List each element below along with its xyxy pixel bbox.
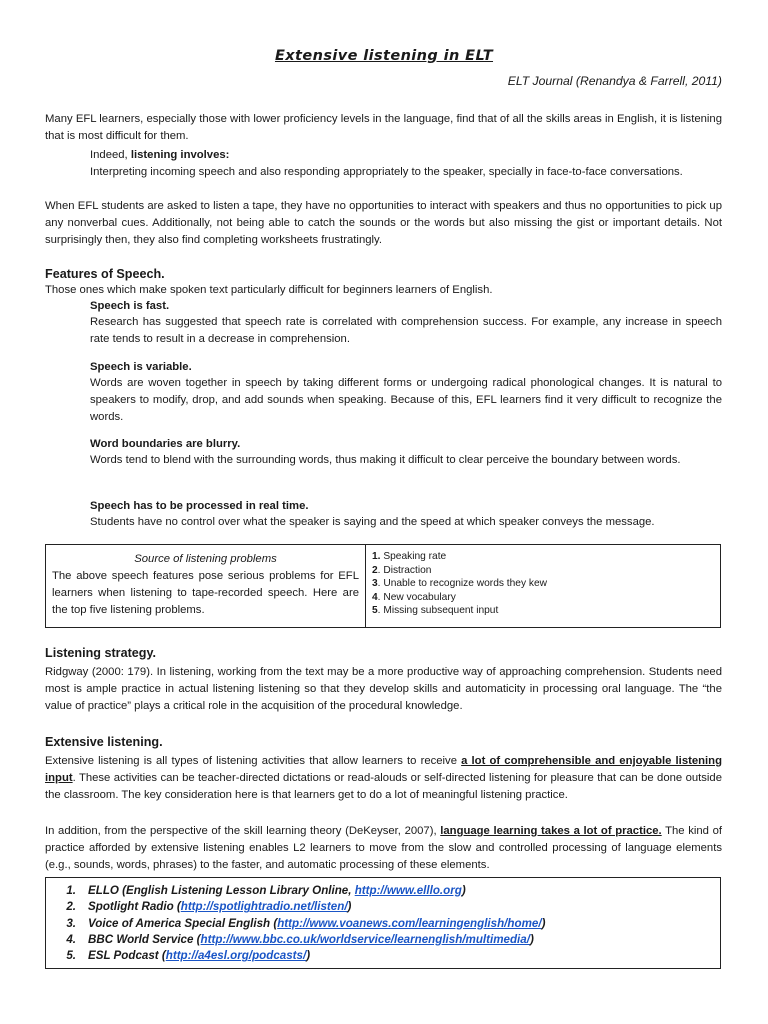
list-item: 5. ESL Podcast (http://a4esl.org/podcasts/) <box>66 949 311 963</box>
interpreting-paragraph: Interpreting incoming speech and also responding appropriately to the speaker, specially in face-to-face conversations. <box>90 166 683 178</box>
list-item: 5. Missing subsequent input <box>372 605 499 616</box>
feature-text: Research has suggested that speech rate is correlated with comprehension success. For example, any increase in speech rate tends to result in a decrease in comprehension. <box>90 316 722 345</box>
list-item: 3. Unable to recognize words they kew <box>372 578 547 589</box>
list-item: 1. Speaking rate <box>372 551 447 562</box>
problems-list <box>366 545 720 627</box>
feature-title: Speech is variable. <box>90 361 192 373</box>
feature-title: Speech has to be processed in real time. <box>90 500 309 512</box>
features-intro: Those ones which make spoken text particularly difficult for beginners learners of English. <box>45 284 493 296</box>
resource-link[interactable]: http://www.elllo.org <box>354 884 462 897</box>
key-phrase: language learning takes a lot of practice. <box>440 825 662 837</box>
resource-link[interactable]: http://www.voanews.com/learningenglish/home/ <box>277 916 542 930</box>
list-item: 4. New vocabulary <box>372 591 456 603</box>
resource-link[interactable]: http://a4esl.org/podcasts/ <box>165 949 307 963</box>
key-phrase: a lot of comprehensible and enjoyable listening input <box>45 755 722 784</box>
intro-paragraph: Many EFL learners, especially those with lower proficiency levels in the language, find that of all the skills areas in English, it is listening that is most difficult for them. <box>45 113 722 142</box>
problems-description <box>46 545 366 627</box>
feature-text: Words tend to blend with the surrounding words, thus making it difficult to clear perceive the boundary between words. <box>90 454 681 466</box>
list-item: 3. Voice of America Special English (http://www.voanews.com/learningenglish/home/) <box>66 916 546 930</box>
indeed-bold: listening involves: <box>130 149 230 161</box>
extensive-heading: Extensive listening. <box>45 735 163 749</box>
indeed-prefix: Indeed, <box>90 149 131 161</box>
extensive-paragraph: Extensive listening is all types of listening activities that allow learners to receive a lot of comprehensible and enjoyable listening input. These activities can be teacher-directed dictations or read-alouds or self-directed listening for pleasure that can be done outside the classroom. The key consideration here is that learners get to do a lot of meaningful listening practice. <box>45 755 722 801</box>
document-title: Extensive listening in ELT <box>274 48 494 64</box>
feature-text: Words are woven together in speech by taking different forms or undergoing radical phonological changes. It is natural to speakers to modify, drop, and add sounds when speaking. Because of this, EFL learners find it very difficult to recognize the words. <box>90 377 722 423</box>
resources-box <box>45 877 721 969</box>
resource-link[interactable]: http://spotlightradio.net/listen/ <box>180 900 348 914</box>
tape-paragraph: When EFL students are asked to listen a tape, they have no opportunities to interact with speakers and thus no opportunities to pick up any nonverbal cues. Additionally, not being able to catch the sounds or the words but also missing the gist or important details. Not surprisingly then, they also find completing worksheets frustratingly. <box>45 200 722 246</box>
list-item: 2. Distraction <box>372 564 432 576</box>
feature-text: Students have no control over what the speaker is saying and the speed at which speaker conveys the message. <box>90 516 655 528</box>
list-item: 1. ELLO (English Listening Lesson Library Online, http://www.elllo.org) <box>66 884 466 897</box>
strategy-heading: Listening strategy. <box>45 646 157 660</box>
problems-caption: Source of listening problems <box>134 553 277 565</box>
features-heading: Features of Speech. <box>45 267 165 281</box>
feature-title: Speech is fast. <box>90 300 170 312</box>
indeed-line <box>90 147 722 164</box>
listening-problems-box <box>45 544 721 628</box>
problems-text: The above speech features pose serious problems for EFL learners when listening to tape-recorded speech. Here are the top five listening problems. <box>52 570 359 616</box>
resource-link[interactable]: http://www.bbc.co.uk/worldservice/learnenglish/multimedia/ <box>200 932 530 946</box>
citation: ELT Journal (Renandya & Farrell, 2011) <box>507 74 722 88</box>
list-item: 4. BBC World Service (http://www.bbc.co.uk/worldservice/learnenglish/multimedia/) <box>66 932 534 946</box>
list-item: 2. Spotlight Radio (http://spotlightradio.net/listen/) <box>66 900 352 914</box>
strategy-paragraph: Ridgway (2000: 179). In listening, working from the text may be a more productive way of approaching comprehension. Students need most is ample practice in actual listening listening so that they develop skills and automaticity in processing oral language. The “the value of practice” plays a critical role in the acquisition of the procedural knowledge. <box>45 666 722 712</box>
skill-theory-paragraph: In addition, from the perspective of the skill learning theory (DeKeyser, 2007), language learning takes a lot of practice. The kind of practice afforded by extensive listening enables L2 learners to move from the slow and controlled processing of language elements (e.g., sounds, words, phrases) to the faster, and automatic processing of these elements. <box>45 825 722 871</box>
feature-title: Word boundaries are blurry. <box>90 438 241 450</box>
